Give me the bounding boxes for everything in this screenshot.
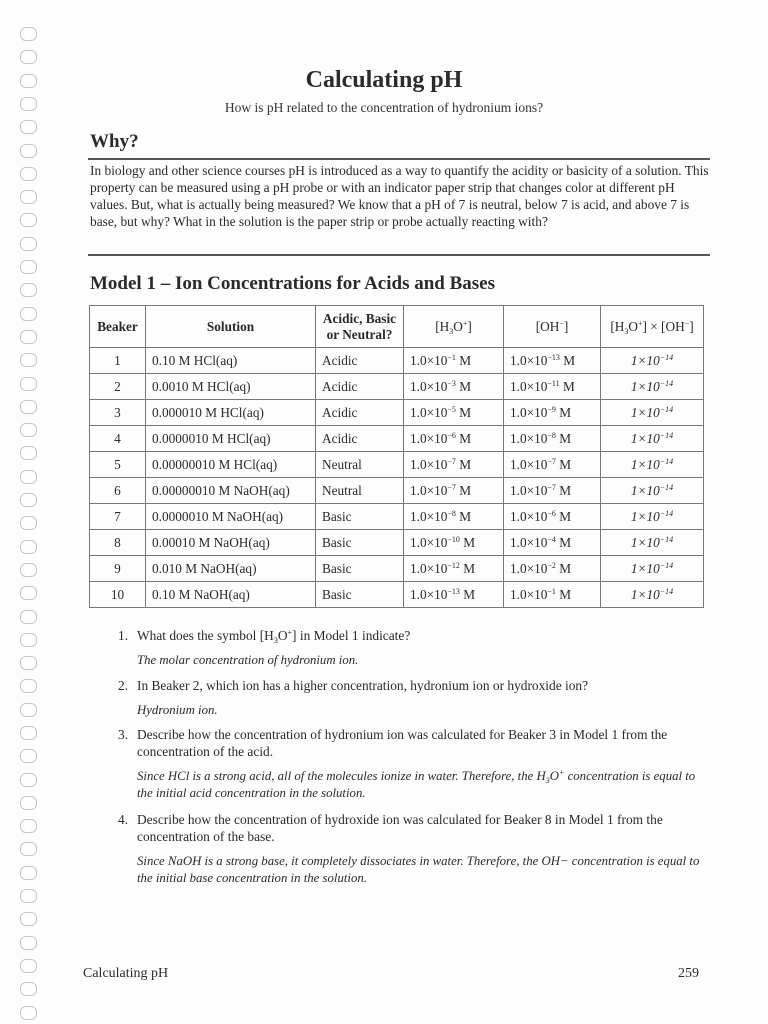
value-exponent: −14 bbox=[659, 352, 674, 362]
value-base: 1.0×10 bbox=[410, 352, 448, 368]
unit: M bbox=[559, 534, 572, 550]
cell-h3o bbox=[404, 426, 504, 452]
unit: M bbox=[559, 586, 572, 602]
binder-hole-icon bbox=[20, 307, 37, 321]
cell-type: Acidic bbox=[316, 426, 404, 452]
cell-solution: 0.10 M HCl(aq) bbox=[146, 348, 316, 374]
unit: M bbox=[459, 430, 472, 446]
binder-hole-icon bbox=[20, 213, 37, 227]
col-header-line: Acidic, Basic bbox=[322, 310, 397, 326]
value-exponent: −11 bbox=[547, 378, 560, 388]
question-text: Describe how the concentration of hydroxide ion was calculated for Beaker 8 in Model 1 from the concentration of the base. bbox=[137, 812, 663, 844]
unit: M bbox=[559, 456, 572, 472]
answer-3: Since HCl is a strong acid, all of the molecules ionize in water. Therefore, the $H_3O^+$ concentration is equal to the initial acid concentration in the solution. bbox=[137, 768, 696, 800]
cell-oh bbox=[504, 582, 601, 608]
cell-oh bbox=[504, 530, 601, 556]
binder-hole-icon bbox=[20, 912, 37, 926]
value-base: 1×10 bbox=[630, 456, 660, 472]
binder-hole-icon bbox=[20, 400, 37, 414]
value-base: 1.0×10 bbox=[410, 534, 448, 550]
cell-h3o bbox=[404, 530, 504, 556]
cell-beaker: 2 bbox=[90, 374, 146, 400]
cell-beaker: 6 bbox=[90, 478, 146, 504]
binder-hole-icon bbox=[20, 540, 37, 554]
value-base: 1×10 bbox=[630, 508, 660, 524]
binder-hole-icon bbox=[20, 260, 37, 274]
col-header-product: $[H_3O^+] \times [OH^-]$ bbox=[601, 306, 704, 348]
value-base: 1×10 bbox=[630, 404, 660, 420]
value-exponent: −12 bbox=[447, 560, 460, 570]
cell-product bbox=[601, 478, 704, 504]
col-header-oh: [OH−] bbox=[504, 306, 601, 348]
value-exponent: −7 bbox=[547, 456, 556, 466]
value-base: 1.0×10 bbox=[410, 404, 448, 420]
value-base: 1.0×10 bbox=[410, 508, 448, 524]
value-base: 1.0×10 bbox=[510, 508, 548, 524]
value-base: 1.0×10 bbox=[510, 404, 548, 420]
value-exponent: −14 bbox=[659, 586, 674, 596]
cell-solution: 0.0000010 M NaOH(aq) bbox=[146, 504, 316, 530]
value-exponent: −14 bbox=[659, 430, 674, 440]
col-header-h3o: $[H_3O^+]$ bbox=[404, 306, 504, 348]
unit: M bbox=[459, 456, 472, 472]
binder-hole-icon bbox=[20, 516, 37, 530]
value-exponent: −14 bbox=[659, 482, 674, 492]
binder-hole-icon bbox=[20, 842, 37, 856]
binder-hole-icon bbox=[20, 283, 37, 297]
value-exponent: −4 bbox=[547, 534, 556, 544]
divider bbox=[88, 158, 710, 160]
cell-oh bbox=[504, 478, 601, 504]
cell-h3o bbox=[404, 452, 504, 478]
divider bbox=[88, 254, 710, 256]
cell-solution: 0.00000010 M HCl(aq) bbox=[146, 452, 316, 478]
cell-beaker: 1 bbox=[90, 348, 146, 374]
value-exponent: −13 bbox=[447, 586, 460, 596]
value-base: 1.0×10 bbox=[510, 560, 548, 576]
value-base: 1×10 bbox=[630, 534, 660, 550]
answer-1: The molar concentration of hydronium ion. bbox=[137, 653, 359, 667]
cell-type: Basic bbox=[316, 504, 404, 530]
value-exponent: −2 bbox=[547, 560, 556, 570]
cell-solution: 0.000010 M HCl(aq) bbox=[146, 400, 316, 426]
value-base: 1.0×10 bbox=[510, 534, 548, 550]
cell-solution: 0.00010 M NaOH(aq) bbox=[146, 530, 316, 556]
value-base: 1.0×10 bbox=[410, 482, 448, 498]
question-number: 3. bbox=[118, 727, 129, 742]
binder-hole-icon bbox=[20, 377, 37, 391]
unit: M bbox=[459, 352, 472, 368]
value-base: 1.0×10 bbox=[510, 482, 548, 498]
table-row bbox=[90, 530, 704, 556]
cell-oh bbox=[504, 348, 601, 374]
value-exponent: −8 bbox=[447, 508, 456, 518]
binder-hole-icon bbox=[20, 749, 37, 763]
cell-h3o bbox=[404, 582, 504, 608]
binder-hole-icon bbox=[20, 866, 37, 880]
binder-hole-icon bbox=[20, 446, 37, 460]
value-exponent: −14 bbox=[659, 404, 674, 414]
binder-hole-icon bbox=[20, 493, 37, 507]
value-exponent: −1 bbox=[547, 586, 556, 596]
cell-product bbox=[601, 400, 704, 426]
value-exponent: −7 bbox=[447, 456, 456, 466]
binder-hole-icon bbox=[20, 819, 37, 833]
value-exponent: −8 bbox=[547, 430, 556, 440]
cell-product bbox=[601, 504, 704, 530]
unit: M bbox=[559, 482, 572, 498]
value-base: 1.0×10 bbox=[510, 352, 548, 368]
cell-oh bbox=[504, 452, 601, 478]
cell-solution: 0.010 M NaOH(aq) bbox=[146, 556, 316, 582]
cell-product bbox=[601, 426, 704, 452]
value-exponent: −1 bbox=[447, 352, 456, 362]
cell-beaker: 4 bbox=[90, 426, 146, 452]
value-exponent: −9 bbox=[547, 404, 556, 414]
page-title: Calculating pH bbox=[305, 67, 463, 93]
cell-type: Acidic bbox=[316, 400, 404, 426]
col-header-acidic-basic-neutral bbox=[316, 306, 404, 348]
value-exponent: −14 bbox=[659, 456, 674, 466]
binder-hole-icon bbox=[20, 423, 37, 437]
value-base: 1.0×10 bbox=[510, 378, 548, 394]
cell-oh bbox=[504, 374, 601, 400]
binder-hole-icon bbox=[20, 982, 37, 996]
binder-hole-icon bbox=[20, 679, 37, 693]
binder-hole-icon bbox=[20, 50, 37, 64]
binder-hole-icon bbox=[20, 889, 37, 903]
binder-holes bbox=[20, 0, 42, 1024]
cell-product bbox=[601, 374, 704, 400]
value-base: 1×10 bbox=[630, 352, 660, 368]
value-base: 1×10 bbox=[630, 560, 660, 576]
question-number: 1. bbox=[118, 628, 129, 643]
cell-oh bbox=[504, 556, 601, 582]
binder-hole-icon bbox=[20, 330, 37, 344]
binder-hole-icon bbox=[20, 703, 37, 717]
value-exponent: −5 bbox=[447, 404, 456, 414]
binder-hole-icon bbox=[20, 120, 37, 134]
cell-beaker: 10 bbox=[90, 582, 146, 608]
binder-hole-icon bbox=[20, 936, 37, 950]
cell-oh bbox=[504, 504, 601, 530]
value-base: 1.0×10 bbox=[510, 586, 548, 602]
cell-product bbox=[601, 452, 704, 478]
value-exponent: −14 bbox=[659, 378, 674, 388]
cell-h3o bbox=[404, 374, 504, 400]
binder-hole-icon bbox=[20, 773, 37, 787]
cell-oh bbox=[504, 426, 601, 452]
model-heading: Model 1 – Ion Concentrations for Acids and Bases bbox=[90, 273, 496, 294]
question-text: What does the symbol $[H_3O^+]$ in Model 1 indicate? bbox=[137, 628, 411, 645]
cell-type: Neutral bbox=[316, 452, 404, 478]
unit: M bbox=[459, 508, 472, 524]
cell-h3o bbox=[404, 556, 504, 582]
cell-type: Acidic bbox=[316, 374, 404, 400]
cell-type: Neutral bbox=[316, 478, 404, 504]
value-exponent: −6 bbox=[547, 508, 556, 518]
binder-hole-icon bbox=[20, 633, 37, 647]
value-exponent: −6 bbox=[447, 430, 456, 440]
footer-title: Calculating pH bbox=[83, 966, 169, 981]
table-header-row bbox=[90, 306, 704, 348]
ion-concentration-table bbox=[89, 305, 704, 608]
cell-h3o bbox=[404, 504, 504, 530]
cell-beaker: 7 bbox=[90, 504, 146, 530]
table-row bbox=[90, 348, 704, 374]
why-paragraph: In biology and other science courses pH is introduced as a way to quantify the acidity or basicity of a solution. This property can be measured using a pH probe or with an indicator paper strip that changes color at different pH values. But, what is actually being measured? We know that a pH of 7 is neutral, below 7 is acid, and above 7 is base, but why? What in the solution is the paper strip or probe actually reacting with? bbox=[90, 163, 709, 229]
unit: M bbox=[563, 352, 576, 368]
unit: M bbox=[559, 404, 572, 420]
question-number: 2. bbox=[118, 678, 129, 693]
value-base: 1.0×10 bbox=[510, 456, 548, 472]
binder-hole-icon bbox=[20, 167, 37, 181]
binder-hole-icon bbox=[20, 1006, 37, 1020]
table-row bbox=[90, 582, 704, 608]
value-exponent: −14 bbox=[659, 534, 674, 544]
binder-hole-icon bbox=[20, 796, 37, 810]
value-base: 1.0×10 bbox=[410, 378, 448, 394]
cell-beaker: 5 bbox=[90, 452, 146, 478]
binder-hole-icon bbox=[20, 27, 37, 41]
cell-product bbox=[601, 556, 704, 582]
cell-h3o bbox=[404, 400, 504, 426]
cell-beaker: 8 bbox=[90, 530, 146, 556]
unit: M bbox=[463, 560, 476, 576]
answer-2: Hydronium ion. bbox=[137, 703, 218, 717]
cell-type: Basic bbox=[316, 556, 404, 582]
table-row bbox=[90, 426, 704, 452]
cell-h3o bbox=[404, 348, 504, 374]
cell-oh bbox=[504, 400, 601, 426]
binder-hole-icon bbox=[20, 959, 37, 973]
value-base: 1.0×10 bbox=[510, 430, 548, 446]
why-heading: Why? bbox=[90, 131, 139, 152]
binder-hole-icon bbox=[20, 237, 37, 251]
cell-beaker: 9 bbox=[90, 556, 146, 582]
value-base: 1.0×10 bbox=[410, 560, 448, 576]
value-base: 1.0×10 bbox=[410, 456, 448, 472]
cell-solution: 0.0010 M HCl(aq) bbox=[146, 374, 316, 400]
value-exponent: −13 bbox=[547, 352, 560, 362]
table-row bbox=[90, 478, 704, 504]
value-base: 1×10 bbox=[630, 378, 660, 394]
cell-type: Basic bbox=[316, 530, 404, 556]
value-exponent: −3 bbox=[447, 378, 456, 388]
binder-hole-icon bbox=[20, 470, 37, 484]
table-row bbox=[90, 374, 704, 400]
binder-hole-icon bbox=[20, 563, 37, 577]
col-header-solution: Solution bbox=[146, 306, 316, 348]
binder-hole-icon bbox=[20, 610, 37, 624]
binder-hole-icon bbox=[20, 726, 37, 740]
answer-4: Since NaOH is a strong base, it completely dissociates in water. Therefore, the OH− concentration is equal to the initial base concentration in the solution. bbox=[137, 854, 700, 885]
binder-hole-icon bbox=[20, 656, 37, 670]
cell-solution: 0.0000010 M HCl(aq) bbox=[146, 426, 316, 452]
table-row bbox=[90, 504, 704, 530]
cell-product bbox=[601, 582, 704, 608]
unit: M bbox=[562, 378, 575, 394]
question-number: 4. bbox=[118, 812, 129, 827]
binder-hole-icon bbox=[20, 586, 37, 600]
value-base: 1.0×10 bbox=[410, 430, 448, 446]
page-subtitle: How is pH related to the concentration of hydronium ions? bbox=[224, 100, 544, 115]
value-exponent: −10 bbox=[447, 534, 460, 544]
unit: M bbox=[559, 560, 572, 576]
cell-product bbox=[601, 530, 704, 556]
unit: M bbox=[463, 586, 476, 602]
table-row bbox=[90, 556, 704, 582]
cell-h3o bbox=[404, 478, 504, 504]
col-header-line: or Neutral? bbox=[326, 326, 393, 342]
value-exponent: −7 bbox=[447, 482, 456, 492]
col-header-beaker: Beaker bbox=[90, 306, 146, 348]
binder-hole-icon bbox=[20, 353, 37, 367]
page-number: 259 bbox=[678, 966, 699, 981]
value-exponent: −7 bbox=[547, 482, 556, 492]
cell-solution: 0.10 M NaOH(aq) bbox=[146, 582, 316, 608]
binder-hole-icon bbox=[20, 144, 37, 158]
table-row bbox=[90, 452, 704, 478]
unit: M bbox=[459, 404, 472, 420]
cell-solution: 0.00000010 M NaOH(aq) bbox=[146, 478, 316, 504]
unit: M bbox=[559, 430, 572, 446]
question-text: Describe how the concentration of hydronium ion was calculated for Beaker 3 in Model 1 from the concentration of the acid. bbox=[137, 727, 668, 759]
cell-product bbox=[601, 348, 704, 374]
unit: M bbox=[463, 534, 476, 550]
cell-type: Acidic bbox=[316, 348, 404, 374]
question-text: In Beaker 2, which ion has a higher concentration, hydronium ion or hydroxide ion? bbox=[137, 678, 589, 693]
table-row bbox=[90, 400, 704, 426]
value-base: 1×10 bbox=[630, 430, 660, 446]
value-exponent: −14 bbox=[659, 560, 674, 570]
cell-beaker: 3 bbox=[90, 400, 146, 426]
binder-hole-icon bbox=[20, 190, 37, 204]
unit: M bbox=[459, 482, 472, 498]
value-base: 1.0×10 bbox=[410, 586, 448, 602]
unit: M bbox=[559, 508, 572, 524]
unit: M bbox=[459, 378, 472, 394]
value-exponent: −14 bbox=[659, 508, 674, 518]
value-base: 1×10 bbox=[630, 482, 660, 498]
cell-type: Basic bbox=[316, 582, 404, 608]
value-base: 1×10 bbox=[630, 586, 660, 602]
